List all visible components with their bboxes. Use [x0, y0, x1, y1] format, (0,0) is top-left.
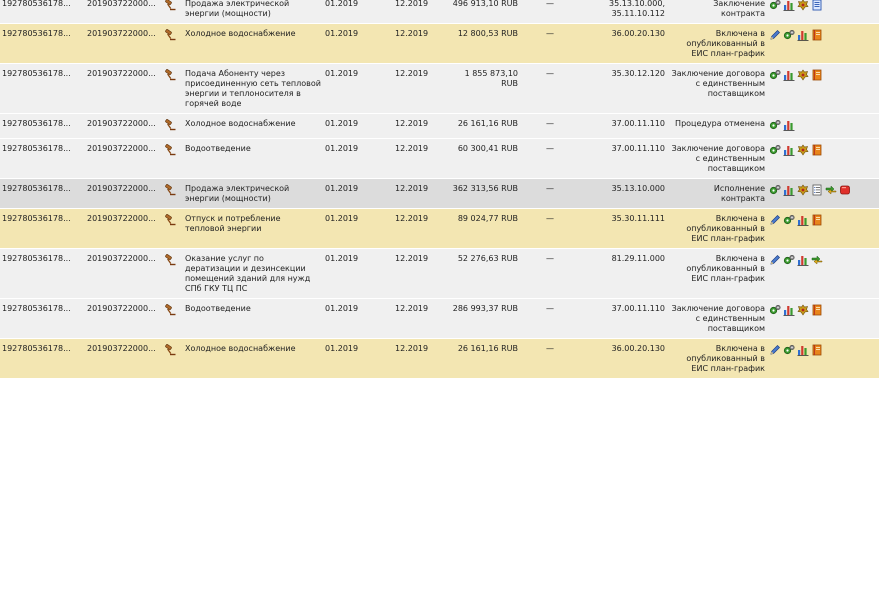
placeholder-dash: —: [520, 299, 580, 339]
table-row[interactable]: [0, 299, 879, 339]
status-text: Включена в опубликованный в ЕИС план-график: [667, 209, 767, 249]
procedure-type-cell: [157, 339, 183, 379]
row-id[interactable]: 192780536178...: [0, 249, 85, 299]
procedure-type-cell: [157, 139, 183, 179]
row-actions: [767, 179, 879, 209]
start-date: 01.2019: [323, 64, 393, 114]
placeholder-dash: —: [520, 24, 580, 64]
end-date: 12.2019: [393, 339, 445, 379]
end-date: 12.2019: [393, 299, 445, 339]
registry-number[interactable]: 201903722000...: [85, 0, 157, 24]
table-row[interactable]: [0, 339, 879, 379]
book-icon[interactable]: [811, 29, 823, 41]
emblem-icon[interactable]: [797, 304, 809, 316]
amount: 26 161,16 RUB: [445, 339, 520, 379]
placeholder-dash: —: [520, 114, 580, 139]
gear-icon[interactable]: [783, 344, 795, 356]
end-date: 12.2019: [393, 249, 445, 299]
purchase-name[interactable]: Холодное водоснабжение: [183, 24, 323, 64]
purchase-name[interactable]: Подача Абоненту через присоединенную сеть тепловой энергии и теплоносителя в горячей воде: [183, 64, 323, 114]
end-date: 12.2019: [393, 114, 445, 139]
chart-icon[interactable]: [783, 184, 795, 196]
emblem-icon[interactable]: [797, 184, 809, 196]
okpd-code: 36.00.20.130: [580, 339, 667, 379]
okpd-code: 36.00.20.130: [580, 24, 667, 64]
registry-number[interactable]: 201903722000...: [85, 24, 157, 64]
row-actions: [767, 0, 879, 24]
row-id[interactable]: 192780536178...: [0, 64, 85, 114]
end-date: 12.2019: [393, 0, 445, 24]
okpd-code: 37.00.11.110: [580, 114, 667, 139]
chart-icon[interactable]: [797, 254, 809, 266]
registry-number[interactable]: 201903722000...: [85, 249, 157, 299]
end-date: 12.2019: [393, 179, 445, 209]
registry-number[interactable]: 201903722000...: [85, 139, 157, 179]
purchase-name[interactable]: Водоотведение: [183, 139, 323, 179]
gavel-icon: [164, 254, 176, 266]
table-row[interactable]: [0, 249, 879, 299]
arrows-icon[interactable]: [811, 254, 823, 266]
end-date: 12.2019: [393, 64, 445, 114]
row-actions: [767, 64, 879, 114]
emblem-icon[interactable]: [797, 144, 809, 156]
amount: 26 161,16 RUB: [445, 114, 520, 139]
gear-icon[interactable]: [783, 214, 795, 226]
row-id[interactable]: 192780536178...: [0, 114, 85, 139]
status-text: Исполнение контракта: [667, 179, 767, 209]
gear-icon[interactable]: [769, 304, 781, 316]
book-icon[interactable]: [811, 69, 823, 81]
start-date: 01.2019: [323, 299, 393, 339]
registry-number[interactable]: 201903722000...: [85, 114, 157, 139]
table-row[interactable]: [0, 209, 879, 249]
amount: 1 855 873,10 RUB: [445, 64, 520, 114]
gavel-icon: [164, 119, 176, 131]
book-icon[interactable]: [811, 214, 823, 226]
gavel-icon: [164, 29, 176, 41]
chart-icon[interactable]: [783, 144, 795, 156]
amount: 60 300,41 RUB: [445, 139, 520, 179]
procedure-type-cell: [157, 209, 183, 249]
pencil-icon[interactable]: [769, 344, 781, 356]
okpd-code: 35.13.10.000, 35.11.10.112: [580, 0, 667, 24]
list-icon[interactable]: [811, 184, 823, 196]
book-icon[interactable]: [811, 304, 823, 316]
start-date: 01.2019: [323, 209, 393, 249]
start-date: 01.2019: [323, 24, 393, 64]
amount: 496 913,10 RUB: [445, 0, 520, 24]
amount: 52 276,63 RUB: [445, 249, 520, 299]
pencil-icon[interactable]: [769, 254, 781, 266]
status-text: Заключение контракта: [667, 0, 767, 24]
gavel-icon: [164, 214, 176, 226]
emblem-icon[interactable]: [797, 0, 809, 11]
amount: 286 993,37 RUB: [445, 299, 520, 339]
placeholder-dash: —: [520, 179, 580, 209]
procedure-type-cell: [157, 0, 183, 24]
start-date: 01.2019: [323, 249, 393, 299]
gavel-icon: [164, 304, 176, 316]
chart-icon[interactable]: [797, 344, 809, 356]
purchase-name[interactable]: Холодное водоснабжение: [183, 114, 323, 139]
okpd-code: 35.30.12.120: [580, 64, 667, 114]
chart-icon[interactable]: [783, 119, 795, 131]
okpd-code: 37.00.11.110: [580, 299, 667, 339]
amount: 362 313,56 RUB: [445, 179, 520, 209]
procedure-type-cell: [157, 24, 183, 64]
chart-icon[interactable]: [797, 29, 809, 41]
row-actions: [767, 339, 879, 379]
gear-icon[interactable]: [769, 69, 781, 81]
end-date: 12.2019: [393, 24, 445, 64]
placeholder-dash: —: [520, 0, 580, 24]
row-id[interactable]: 192780536178...: [0, 139, 85, 179]
gear-icon[interactable]: [769, 119, 781, 131]
row-actions: [767, 114, 879, 139]
gear-icon[interactable]: [769, 0, 781, 11]
gavel-icon: [164, 69, 176, 81]
purchase-name[interactable]: Отпуск и потребление тепловой энергии: [183, 209, 323, 249]
placeholder-dash: —: [520, 139, 580, 179]
table-row[interactable]: [0, 64, 879, 114]
start-date: 01.2019: [323, 339, 393, 379]
procedure-type-cell: [157, 114, 183, 139]
placeholder-dash: —: [520, 64, 580, 114]
gear-icon[interactable]: [783, 29, 795, 41]
purchase-name[interactable]: Продажа электрической энергии (мощности): [183, 179, 323, 209]
chart-icon[interactable]: [797, 214, 809, 226]
row-id[interactable]: 192780536178...: [0, 179, 85, 209]
arrows-icon[interactable]: [825, 184, 837, 196]
row-id[interactable]: 192780536178...: [0, 209, 85, 249]
status-text: Включена в опубликованный в ЕИС план-график: [667, 249, 767, 299]
emblem-icon[interactable]: [797, 69, 809, 81]
gear-icon[interactable]: [769, 144, 781, 156]
registry-number[interactable]: 201903722000...: [85, 64, 157, 114]
doc-blue-icon[interactable]: [811, 0, 823, 11]
status-text: Включена в опубликованный в ЕИС план-график: [667, 339, 767, 379]
okpd-code: 81.29.11.000: [580, 249, 667, 299]
row-actions: [767, 299, 879, 339]
start-date: 01.2019: [323, 0, 393, 24]
registry-number[interactable]: 201903722000...: [85, 299, 157, 339]
gavel-icon: [164, 144, 176, 156]
chart-icon[interactable]: [783, 0, 795, 11]
row-actions: [767, 24, 879, 64]
start-date: 01.2019: [323, 179, 393, 209]
gear-icon[interactable]: [783, 254, 795, 266]
row-id[interactable]: 192780536178...: [0, 339, 85, 379]
chart-icon[interactable]: [783, 304, 795, 316]
purchase-name[interactable]: Холодное водоснабжение: [183, 339, 323, 379]
amount: 89 024,77 RUB: [445, 209, 520, 249]
placeholder-dash: —: [520, 209, 580, 249]
placeholder-dash: —: [520, 339, 580, 379]
row-actions: [767, 139, 879, 179]
chart-icon[interactable]: [783, 69, 795, 81]
purchase-name[interactable]: Водоотведение: [183, 299, 323, 339]
stop-icon[interactable]: [839, 184, 851, 196]
status-text: Процедура отменена: [667, 114, 767, 139]
status-text: Заключение договора с единственным поставщиком: [667, 64, 767, 114]
procedure-type-cell: [157, 179, 183, 209]
book-icon[interactable]: [811, 344, 823, 356]
table-row[interactable]: [0, 179, 879, 209]
registry-number[interactable]: 201903722000...: [85, 209, 157, 249]
amount: 12 800,53 RUB: [445, 24, 520, 64]
row-id[interactable]: 192780536178...: [0, 299, 85, 339]
status-text: Заключение договора с единственным поставщиком: [667, 139, 767, 179]
gear-icon[interactable]: [769, 184, 781, 196]
book-icon[interactable]: [811, 144, 823, 156]
table-row[interactable]: [0, 139, 879, 179]
procedure-type-cell: [157, 64, 183, 114]
gavel-icon: [164, 344, 176, 356]
status-text: Включена в опубликованный в ЕИС план-график: [667, 24, 767, 64]
table-row[interactable]: [0, 114, 879, 139]
table-row[interactable]: [0, 0, 879, 24]
row-id[interactable]: 192780536178...: [0, 0, 85, 24]
registry-number[interactable]: 201903722000...: [85, 179, 157, 209]
end-date: 12.2019: [393, 139, 445, 179]
okpd-code: 35.30.11.111: [580, 209, 667, 249]
procedure-type-cell: [157, 299, 183, 339]
pencil-icon[interactable]: [769, 29, 781, 41]
start-date: 01.2019: [323, 139, 393, 179]
table-row[interactable]: [0, 24, 879, 64]
purchase-name[interactable]: Оказание услуг по дератизации и дезинсекции помещений зданий для нужд СПб ГКУ ТЦ ПС: [183, 249, 323, 299]
okpd-code: 35.13.10.000: [580, 179, 667, 209]
registry-number[interactable]: 201903722000...: [85, 339, 157, 379]
gavel-icon: [164, 184, 176, 196]
gavel-icon: [164, 0, 176, 11]
pencil-icon[interactable]: [769, 214, 781, 226]
row-actions: [767, 249, 879, 299]
procedure-type-cell: [157, 249, 183, 299]
placeholder-dash: —: [520, 249, 580, 299]
start-date: 01.2019: [323, 114, 393, 139]
status-text: Заключение договора с единственным поставщиком: [667, 299, 767, 339]
purchase-name[interactable]: Продажа электрической энергии (мощности): [183, 0, 323, 24]
row-id[interactable]: 192780536178...: [0, 24, 85, 64]
row-actions: [767, 209, 879, 249]
okpd-code: 37.00.11.110: [580, 139, 667, 179]
end-date: 12.2019: [393, 209, 445, 249]
